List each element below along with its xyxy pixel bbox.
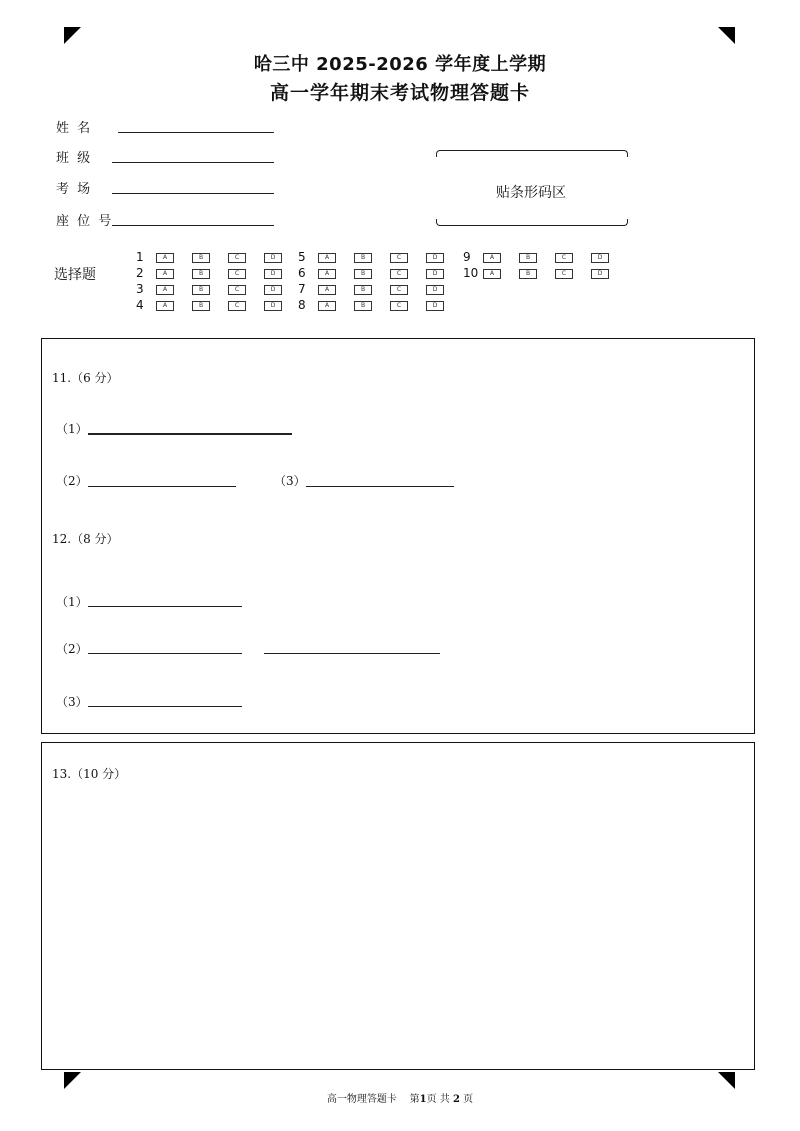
footer-page-total: 2 bbox=[452, 1094, 460, 1105]
mc-option-bubble[interactable]: B bbox=[192, 301, 210, 311]
corner-mark-bottom-right bbox=[718, 1072, 735, 1089]
mc-option-bubble[interactable]: D bbox=[264, 269, 282, 279]
corner-mark-top-right bbox=[718, 27, 735, 44]
mc-question-number: 6 bbox=[298, 266, 306, 280]
info-label-seat: 座 位 号 bbox=[56, 214, 114, 229]
mc-option-bubble[interactable]: D bbox=[264, 301, 282, 311]
footer-page-suffix: 页 bbox=[463, 1094, 474, 1105]
mc-option-bubble[interactable]: D bbox=[426, 253, 444, 263]
info-label-room: 考 场 bbox=[56, 182, 93, 197]
mc-option-bubble[interactable]: D bbox=[591, 269, 609, 279]
q11-part2-label: （2） bbox=[56, 474, 88, 488]
exam-title-line1: 哈三中 2025-2026 学年度上学期 bbox=[253, 54, 547, 75]
mc-question-number: 10 bbox=[463, 266, 479, 280]
q12-part2-answer-line-a[interactable] bbox=[88, 653, 242, 654]
answer-panel-q13[interactable] bbox=[41, 742, 755, 1070]
q12-part1-answer-line[interactable] bbox=[88, 606, 242, 607]
mc-option-bubble[interactable]: C bbox=[555, 269, 573, 279]
mc-question-number: 7 bbox=[298, 282, 306, 296]
footer-page-prefix: 第 bbox=[409, 1094, 420, 1105]
mc-option-bubble[interactable]: A bbox=[318, 285, 336, 295]
q12-title: 12.（8 分） bbox=[52, 532, 119, 546]
page-footer bbox=[0, 1090, 800, 1105]
answer-panel-q11-q12 bbox=[41, 338, 755, 734]
mc-question-number: 2 bbox=[136, 266, 144, 280]
mc-option-bubble[interactable]: B bbox=[192, 269, 210, 279]
mc-option-bubble[interactable]: D bbox=[264, 285, 282, 295]
mc-option-bubble[interactable]: A bbox=[483, 253, 501, 263]
mc-question-number: 8 bbox=[298, 298, 306, 312]
barcode-area-label: 贴条形码区 bbox=[496, 185, 566, 201]
q12-part2-answer-line-b[interactable] bbox=[264, 653, 440, 654]
mc-option-bubble[interactable]: D bbox=[426, 301, 444, 311]
barcode-bracket-top bbox=[436, 150, 628, 157]
mc-option-bubble[interactable]: B bbox=[192, 253, 210, 263]
q12-part3-label: （3） bbox=[56, 695, 88, 709]
mc-option-bubble[interactable]: B bbox=[192, 285, 210, 295]
mc-option-bubble[interactable]: B bbox=[354, 301, 372, 311]
seat-number-field[interactable] bbox=[112, 225, 274, 226]
corner-mark-top-left bbox=[64, 27, 81, 44]
info-label-class: 班 级 bbox=[56, 151, 93, 166]
mc-question-number: 9 bbox=[463, 250, 471, 264]
mc-option-bubble[interactable]: C bbox=[228, 301, 246, 311]
barcode-bracket-bottom bbox=[436, 219, 628, 226]
q12-part1-label: （1） bbox=[56, 595, 88, 609]
mc-option-bubble[interactable]: C bbox=[390, 301, 408, 311]
mc-option-bubble[interactable]: A bbox=[318, 253, 336, 263]
mc-option-bubble[interactable]: B bbox=[354, 253, 372, 263]
exam-title-line2: 高一学年期末考试物理答题卡 bbox=[269, 82, 530, 104]
info-label-name: 姓 名 bbox=[56, 121, 93, 136]
mc-option-bubble[interactable]: B bbox=[519, 269, 537, 279]
q12-part2-label: （2） bbox=[56, 642, 88, 656]
mc-option-bubble[interactable]: A bbox=[318, 301, 336, 311]
q11-part3-label: （3） bbox=[274, 474, 306, 488]
mc-option-bubble[interactable]: B bbox=[354, 285, 372, 295]
mc-option-bubble[interactable]: A bbox=[156, 253, 174, 263]
q11-part3-answer-line[interactable] bbox=[306, 486, 454, 487]
mc-question-number: 1 bbox=[136, 250, 144, 264]
q11-part2-answer-line[interactable] bbox=[88, 486, 236, 487]
mc-option-bubble[interactable]: A bbox=[318, 269, 336, 279]
mc-option-bubble[interactable]: A bbox=[483, 269, 501, 279]
q11-part1-label: （1） bbox=[56, 422, 88, 436]
mc-option-bubble[interactable]: A bbox=[156, 301, 174, 311]
mc-option-bubble[interactable]: C bbox=[555, 253, 573, 263]
mc-option-bubble[interactable]: B bbox=[519, 253, 537, 263]
mc-option-bubble[interactable]: D bbox=[426, 269, 444, 279]
mc-option-bubble[interactable]: C bbox=[228, 285, 246, 295]
mc-question-number: 5 bbox=[298, 250, 306, 264]
exam-room-field[interactable] bbox=[112, 193, 274, 194]
name-field[interactable] bbox=[118, 132, 274, 133]
mc-question-number: 4 bbox=[136, 298, 144, 312]
footer-subject: 高一物理答题卡 bbox=[326, 1094, 397, 1105]
mc-option-bubble[interactable]: A bbox=[156, 285, 174, 295]
mc-option-bubble[interactable]: D bbox=[591, 253, 609, 263]
mc-option-bubble[interactable]: C bbox=[228, 253, 246, 263]
q12-part3-answer-line[interactable] bbox=[88, 706, 242, 707]
mc-question-number: 3 bbox=[136, 282, 144, 296]
q11-title: 11.（6 分） bbox=[52, 371, 119, 385]
mc-option-bubble[interactable]: C bbox=[390, 269, 408, 279]
footer-page-mid: 页 共 bbox=[426, 1094, 450, 1105]
barcode-area bbox=[436, 150, 626, 226]
q11-part1-answer-line[interactable] bbox=[88, 433, 292, 435]
multiple-choice-label: 选择题 bbox=[54, 267, 96, 283]
mc-option-bubble[interactable]: A bbox=[156, 269, 174, 279]
mc-option-bubble[interactable]: C bbox=[228, 269, 246, 279]
mc-option-bubble[interactable]: C bbox=[390, 253, 408, 263]
mc-option-bubble[interactable]: D bbox=[426, 285, 444, 295]
mc-option-bubble[interactable]: B bbox=[354, 269, 372, 279]
mc-option-bubble[interactable]: C bbox=[390, 285, 408, 295]
q13-title: 13.（10 分） bbox=[52, 767, 127, 781]
mc-option-bubble[interactable]: D bbox=[264, 253, 282, 263]
footer-page-current: 1 bbox=[419, 1094, 427, 1105]
class-field[interactable] bbox=[112, 162, 274, 163]
corner-mark-bottom-left bbox=[64, 1072, 81, 1089]
